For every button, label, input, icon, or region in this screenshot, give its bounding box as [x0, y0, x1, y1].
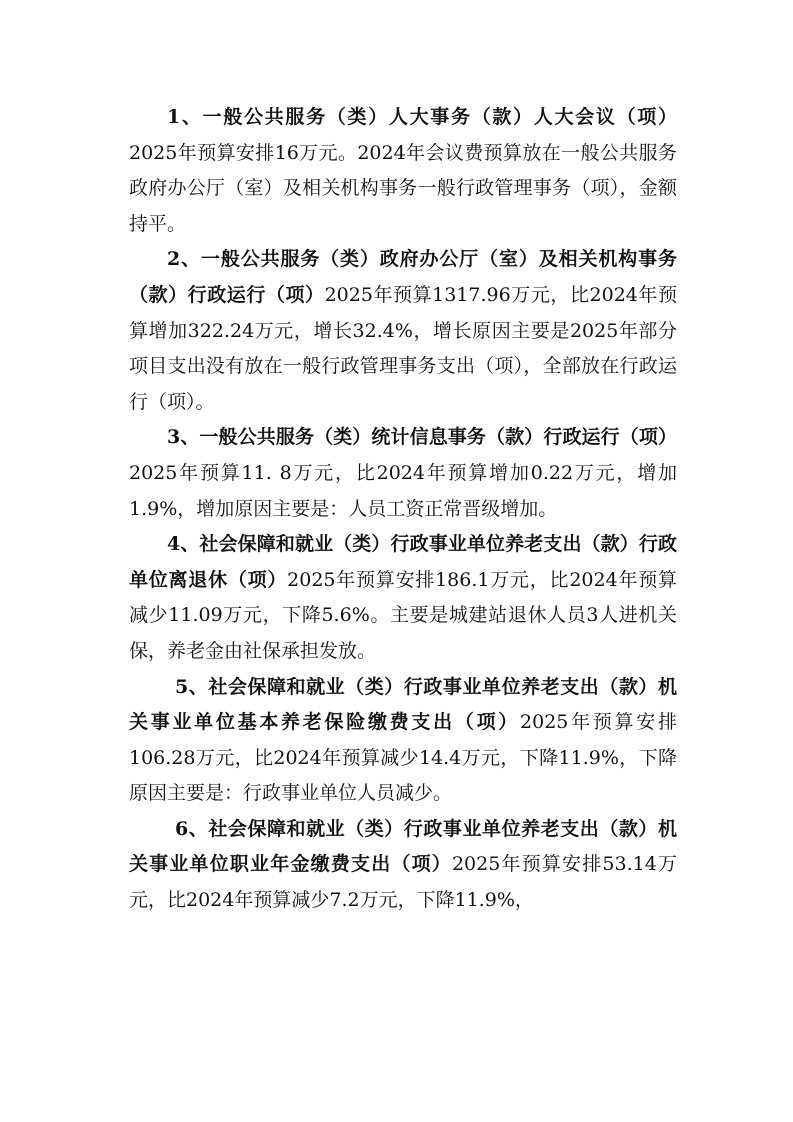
- paragraph-4-heading: 4、社会保障和就业（类）行政事业单位养老支出（款）行政单位离退休（项）: [129, 533, 677, 591]
- document-body: [129, 100, 677, 919]
- paragraph-1-text: 2025年预算安排16万元。2024年会议费预算放在一般公共服务政府办公厅（室）及相关机构事务一般行政管理事务（项），金额持平。: [129, 141, 677, 235]
- paragraph-5-heading: 5、社会保障和就业（类）行政事业单位养老支出（款）机关事业单位基本养老保险缴费支出（项）: [129, 675, 677, 734]
- paragraph-6-text: 2025年预算安排53.14万元，比2024年预算减少7.2万元，下降11.9%，: [129, 853, 677, 912]
- paragraph-2: [129, 242, 677, 420]
- paragraph-2-text: 2025年预算1317.96万元，比2024年预算增加322.24万元，增长32.4%，增长原因主要是2025年部分项目支出没有放在一般行政管理事务支出（项），全部放在行政运行（项）。: [129, 283, 677, 413]
- paragraph-3: [129, 420, 677, 527]
- paragraph-5: [129, 670, 677, 812]
- paragraph-4: [129, 527, 677, 669]
- paragraph-4-text: 2025年预算安排186.1万元，比2024年预算减少11.09万元，下降5.6%。主要是城建站退休人员3人进机关保，养老金由社保承担发放。: [129, 568, 677, 662]
- paragraph-6-heading: 6、社会保障和就业（类）行政事业单位养老支出（款）机关事业单位职业年金缴费支出（项）: [129, 817, 677, 876]
- paragraph-2-heading: 2、一般公共服务（类）政府办公厅（室）及相关机构事务（款）行政运行（项）: [129, 248, 677, 306]
- paragraph-1: [129, 100, 677, 242]
- paragraph-3-heading: 3、一般公共服务（类）统计信息事务（款）行政运行（项）: [167, 426, 677, 449]
- paragraph-1-heading: 1、一般公共服务（类）人大事务（款）人大会议（项）: [167, 106, 677, 128]
- paragraph-6: [129, 812, 677, 919]
- paragraph-5-text: 2025年预算安排106.28万元，比2024年预算减少14.4万元，下降11.9%，下降原因主要是：行政事业单位人员减少。: [129, 711, 677, 805]
- paragraph-3-text: 2025年预算11. 8万元，比2024年预算增加0.22万元，增加1.9%，增加原因主要是：人员工资正常晋级增加。: [129, 461, 677, 520]
